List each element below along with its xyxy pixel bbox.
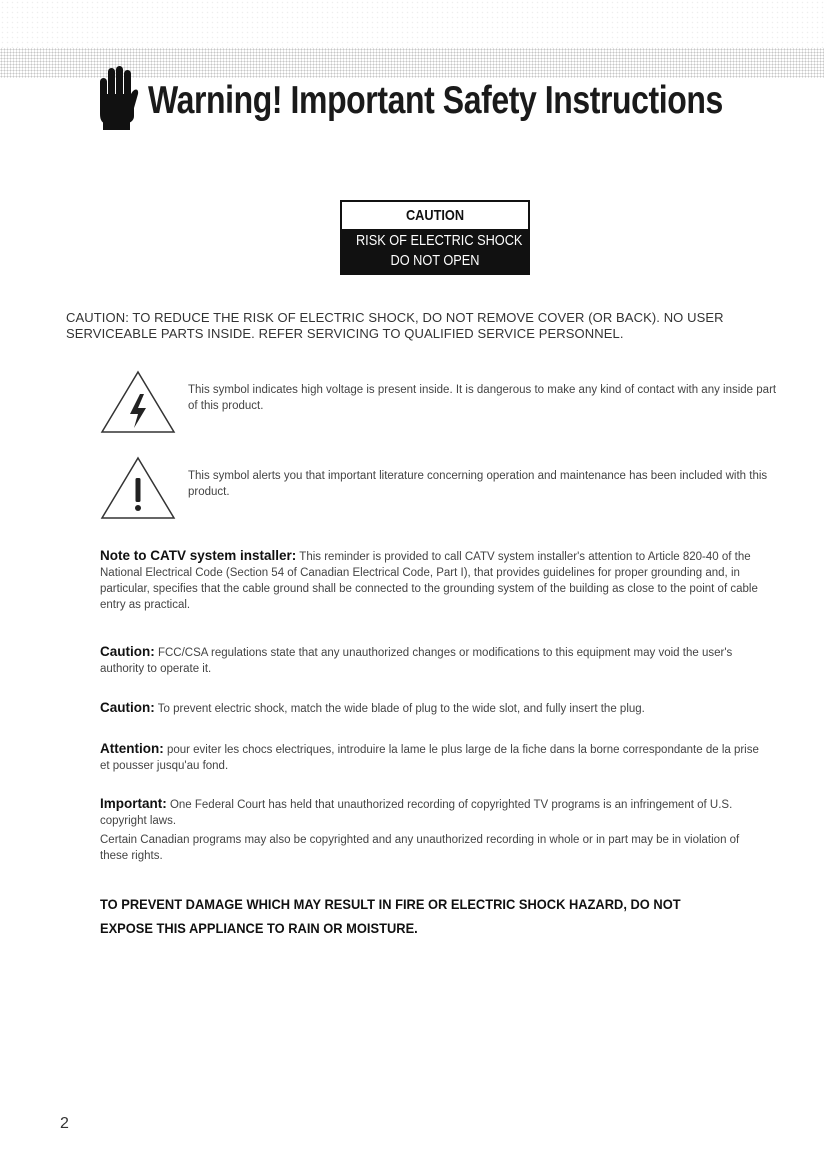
moisture-warning: TO PREVENT DAMAGE WHICH MAY RESULT IN FIRE OR ELECTRIC SHOCK HAZARD, DO NOT EXPOSE THIS APPLIANCE TO RAIN OR MOISTURE. <box>100 896 681 936</box>
note-important-copyright <box>100 796 770 864</box>
note-attention-french <box>100 741 770 774</box>
symbol-row-attention <box>100 456 780 522</box>
note-text: One Federal Court has held that unauthorized recording of copyrighted TV programs is an infringement of U.S. copyright laws. <box>100 799 733 827</box>
note-text: pour eviter les chocs electriques, introduire la lame le plus large de la fiche dans la borne correspondante de la prise et pousser jusqu'au fond. <box>100 744 759 772</box>
page-header <box>94 60 824 130</box>
caution-line-2: DO NOT OPEN <box>390 252 480 269</box>
note-text-secondary: Certain Canadian programs may also be copyrighted and any unauthorized recording in whole or in part may be in violation of these rights. <box>100 834 740 862</box>
caution-label <box>340 200 530 275</box>
note-text: To prevent electric shock, match the wide blade of plug to the wide slot, and fully insert the plug. <box>157 703 645 715</box>
caution-heading: CAUTION <box>405 207 465 224</box>
lightning-triangle-icon <box>100 370 176 436</box>
page-number: 2 <box>60 1115 69 1132</box>
note-catv-installer <box>100 548 770 613</box>
hand-stop-icon <box>94 64 140 130</box>
page-title: Warning! Important Safety Instructions <box>148 79 723 122</box>
exclamation-triangle-icon <box>100 456 176 522</box>
caution-warning-block <box>342 229 528 273</box>
note-label: Attention: <box>100 741 164 756</box>
note-label: Caution: <box>100 644 155 659</box>
symbol-text-high-voltage: This symbol indicates high voltage is present inside. It is dangerous to make any kind of contact with any inside part of this product. <box>188 384 777 412</box>
symbol-text-attention: This symbol alerts you that important literature concerning operation and maintenance has been included with this product. <box>188 470 768 498</box>
caution-statement: CAUTION: TO REDUCE THE RISK OF ELECTRIC SHOCK, DO NOT REMOVE COVER (OR BACK). NO USER SERVICEABLE PARTS INSIDE. REFER SERVICING TO QUALIFIED SERVICE PERSONNEL. <box>66 310 724 341</box>
note-text: This reminder is provided to call CATV system installer's attention to Article 820-40 of the National Electrical Code (Section 54 of Canadian Electrical Code, Part I), that provides guidelines for proper grounding and, in particular, specifies that the cable ground shall be connected to the grounding system of the building as close to the point of cable entry as practical. <box>100 551 758 611</box>
note-text: FCC/CSA regulations state that any unauthorized changes or modifications to this equipment may void the user's authority to operate it. <box>100 647 733 675</box>
note-label: Important: <box>100 796 167 811</box>
caution-line-1: RISK OF ELECTRIC SHOCK <box>355 232 523 249</box>
note-label: Note to CATV system installer: <box>100 548 297 563</box>
note-fcc-caution <box>100 644 770 677</box>
note-plug-caution <box>100 700 770 717</box>
symbol-row-high-voltage <box>100 370 780 436</box>
header-texture <box>0 0 824 48</box>
note-label: Caution: <box>100 700 155 715</box>
